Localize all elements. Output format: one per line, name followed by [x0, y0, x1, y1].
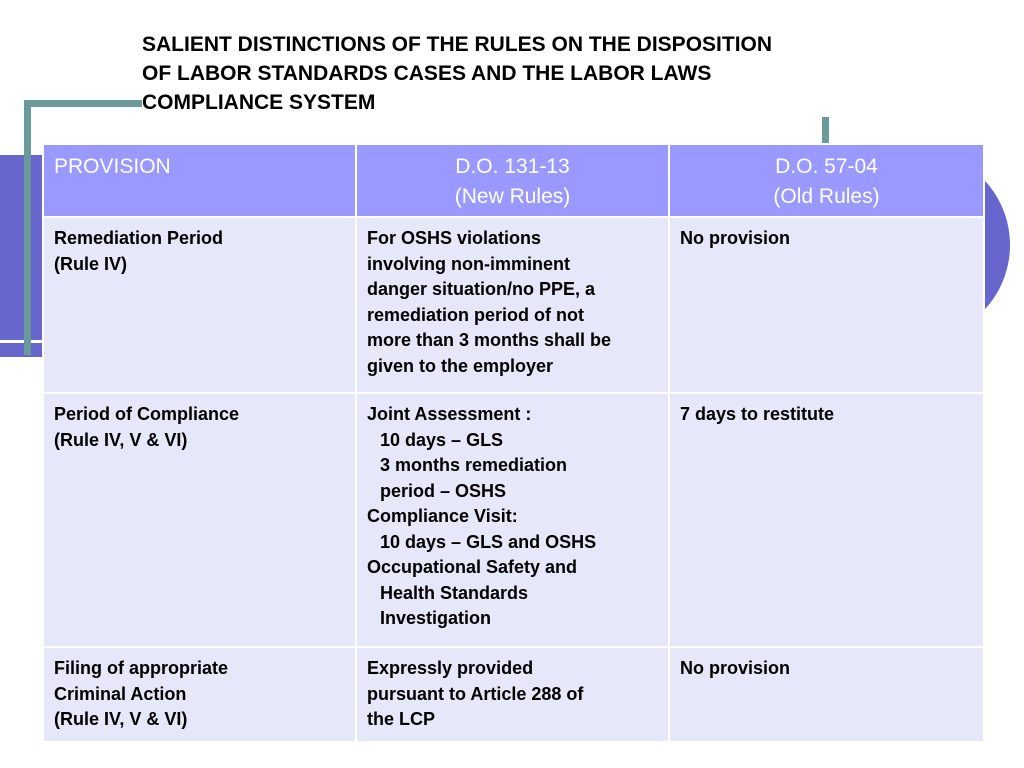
header-new-rules — [356, 144, 669, 217]
cell-line: 10 days – GLS — [380, 429, 504, 450]
cell-old-rules — [669, 647, 984, 742]
cell-line: the LCP — [367, 709, 436, 729]
table-row — [43, 217, 984, 393]
cell-line: 7 days to restitute — [680, 404, 835, 424]
cell-line: No provision — [680, 228, 791, 248]
cell-line: danger situation/no PPE, a — [367, 279, 596, 299]
cell-line: (Rule IV, V & VI) — [54, 709, 188, 729]
cell-line: Occupational Safety and — [367, 557, 578, 577]
slide-title — [142, 30, 942, 117]
header-label: D.O. 131-13 — [455, 155, 570, 178]
comparison-table-container — [42, 143, 983, 743]
title-line: SALIENT DISTINCTIONS OF THE RULES ON THE DISPOSITION — [142, 33, 773, 56]
header-old-rules — [669, 144, 984, 217]
cell-line: For OSHS violations — [367, 228, 542, 248]
cell-line: period – OSHS — [380, 480, 507, 501]
title-line: OF LABOR STANDARDS CASES AND THE LABOR LAWS — [142, 62, 712, 85]
table-header-row — [43, 144, 984, 217]
cell-line: Joint Assessment : — [367, 404, 532, 424]
cell-line: Expressly provided — [367, 658, 534, 678]
cell-provision — [43, 393, 356, 647]
cell-line: (Rule IV, V & VI) — [54, 429, 188, 450]
cell-line: Compliance Visit: — [367, 506, 518, 526]
header-provision — [43, 144, 356, 217]
cell-line: involving non-imminent — [367, 253, 570, 274]
cell-line: Investigation — [380, 608, 492, 628]
cell-new-rules — [356, 647, 669, 742]
table-row — [43, 647, 984, 742]
header-label: PROVISION — [54, 155, 171, 178]
header-sublabel: (Old Rules) — [773, 185, 880, 208]
cell-line: pursuant to Article 288 of — [367, 683, 584, 704]
header-label: D.O. 57-04 — [775, 155, 878, 178]
cell-line: 3 months remediation — [380, 455, 568, 475]
cell-old-rules — [669, 393, 984, 647]
cell-new-rules — [356, 217, 669, 393]
cell-line: Health Standards — [380, 582, 529, 603]
comparison-table — [42, 143, 985, 743]
cell-line: No provision — [680, 658, 791, 678]
cell-line: Filing of appropriate — [54, 658, 228, 678]
title-line: COMPLIANCE SYSTEM — [142, 91, 376, 114]
cell-line: Criminal Action — [54, 683, 187, 704]
cell-line: Remediation Period — [54, 228, 224, 248]
cell-provision — [43, 217, 356, 393]
cell-line: remediation period of not — [367, 304, 585, 325]
cell-new-rules — [356, 393, 669, 647]
cell-old-rules — [669, 217, 984, 393]
table-row — [43, 393, 984, 647]
cell-line: (Rule IV) — [54, 253, 128, 274]
cell-provision — [43, 647, 356, 742]
cell-line: given to the employer — [367, 355, 554, 376]
cell-line: Period of Compliance — [54, 404, 240, 424]
header-sublabel: (New Rules) — [454, 185, 571, 208]
cell-line: more than 3 months shall be — [367, 330, 612, 350]
cell-line: 10 days – GLS and OSHS — [380, 531, 597, 552]
